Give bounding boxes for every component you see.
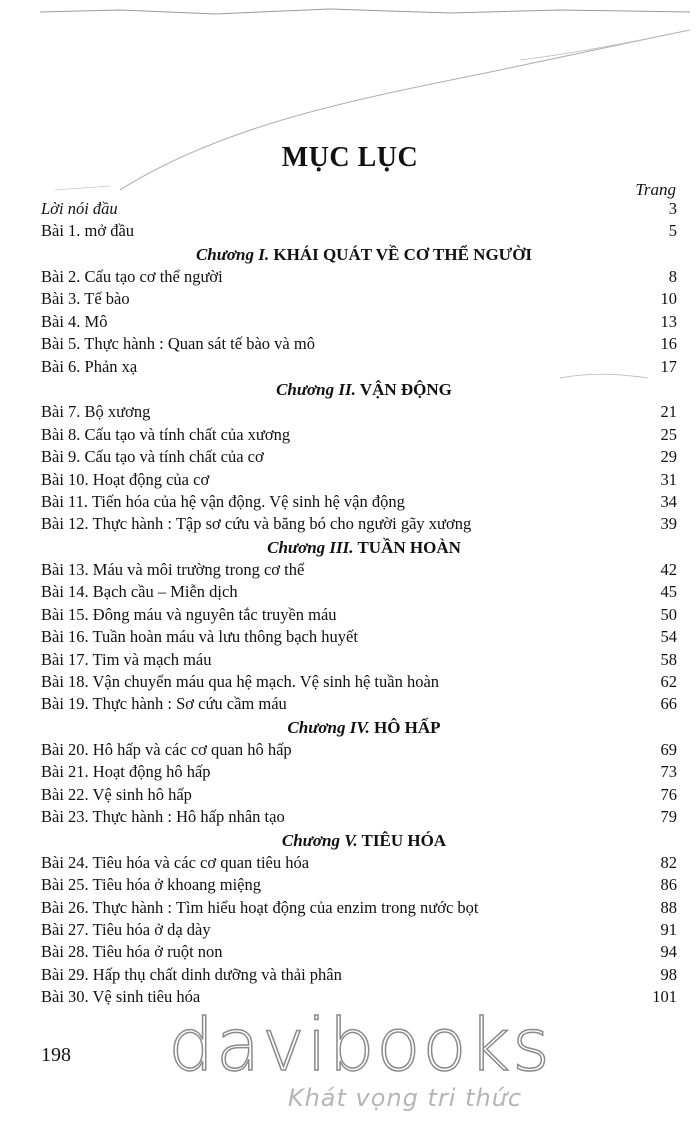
toc-entry-title: Bài 28. Tiêu hóa ở ruột non	[41, 942, 223, 962]
toc-entry	[41, 671, 677, 693]
chapter-title: KHÁI QUÁT VỀ CƠ THỂ NGƯỜI	[269, 244, 533, 264]
toc-entry-title: Bài 29. Hấp thụ chất dinh dưỡng và thải phân	[41, 964, 342, 984]
chapter-title: TUẦN HOÀN	[353, 537, 461, 557]
toc-entry-title: Bài 1. mở đầu	[41, 221, 135, 241]
toc-entry-page: 91	[660, 920, 677, 940]
toc-entry-title: Bài 21. Hoạt động hô hấp	[41, 762, 211, 782]
toc-entry-title: Bài 25. Tiêu hóa ở khoang miệng	[41, 875, 262, 895]
toc-entry	[41, 874, 677, 896]
toc-entry	[41, 964, 677, 986]
toc-entry	[41, 491, 677, 513]
toc-entry	[41, 311, 677, 333]
toc-entry	[41, 333, 677, 355]
page-number: 198	[41, 1044, 71, 1066]
toc-entry-page: 58	[660, 649, 677, 669]
toc-entry	[41, 559, 677, 581]
chapter-prefix: Chương I.	[195, 244, 270, 264]
toc-entry-title: Bài 12. Thực hành : Tập sơ cứu và băng bó cho người gãy xương	[41, 514, 472, 534]
toc-entry-page: 62	[660, 671, 677, 691]
toc-entry-page: 5	[668, 221, 677, 241]
toc-entry	[41, 897, 677, 919]
toc-entry-page: 45	[660, 582, 677, 602]
toc-entry-page: 10	[660, 289, 677, 309]
chapter-prefix: Chương V.	[281, 830, 358, 850]
toc-entry	[41, 784, 677, 806]
toc-entry-title: Bài 18. Vận chuyển máu qua hệ mạch. Vệ sinh hệ tuần hoàn	[41, 671, 440, 691]
toc-chapter-heading	[41, 716, 677, 739]
toc-entry	[41, 401, 677, 423]
chapter-title: HÔ HẤP	[369, 717, 441, 737]
toc-entry-title: Bài 30. Vệ sinh tiêu hóa	[41, 987, 201, 1007]
toc-entry-title: Bài 7. Bộ xương	[41, 402, 151, 422]
toc-entry-page: 79	[660, 807, 677, 827]
toc-entry	[41, 852, 677, 874]
toc-entry-page: 17	[660, 356, 677, 376]
toc-entry-title: Bài 16. Tuần hoàn máu và lưu thông bạch huyết	[41, 627, 358, 647]
chapter-prefix: Chương III.	[267, 537, 354, 557]
toc-entry-page: 50	[660, 604, 677, 624]
toc-entry-page: 31	[660, 469, 677, 489]
toc-entry-title: Bài 9. Cấu tạo và tính chất của cơ	[41, 447, 264, 467]
toc-entry-page: 76	[660, 784, 677, 804]
toc-entry	[41, 941, 677, 963]
toc-entry-title: Bài 19. Thực hành : Sơ cứu cầm máu	[41, 694, 287, 714]
toc-entry-page: 13	[660, 311, 677, 331]
toc-entry-page: 42	[660, 559, 677, 579]
toc-entry	[41, 626, 677, 648]
toc-entry-page: 54	[660, 627, 677, 647]
toc-entry-page: 29	[660, 447, 677, 467]
toc-entry-page: 69	[660, 740, 677, 759]
page-column-header: Trang	[635, 180, 676, 199]
toc-entry	[41, 649, 677, 671]
toc-entry-title: Bài 17. Tim và mạch máu	[41, 649, 212, 669]
toc-entry-page: 82	[660, 852, 677, 872]
toc-entry-title: Bài 20. Hô hấp và các cơ quan hô hấp	[41, 740, 292, 759]
toc-entry	[41, 693, 677, 715]
toc-entry-page: 39	[660, 514, 677, 534]
page-title: MỤC LỤC	[281, 142, 419, 173]
toc-entry-page: 86	[660, 875, 677, 895]
toc-entry-title: Bài 15. Đông máu và nguyên tắc truyền máu	[41, 604, 337, 624]
toc-entry-page: 88	[660, 897, 677, 917]
toc-entry-title: Lời nói đầu	[41, 199, 118, 218]
toc-entry	[41, 469, 677, 491]
toc-entry	[41, 604, 677, 626]
toc-entry	[41, 424, 677, 446]
toc-entry	[41, 806, 677, 828]
chapter-prefix: Chương II.	[276, 380, 356, 400]
toc-chapter-heading	[41, 536, 677, 559]
toc-entry	[41, 761, 677, 783]
toc-entry-title: Bài 24. Tiêu hóa và các cơ quan tiêu hóa	[41, 852, 310, 872]
chapter-prefix: Chương IV.	[287, 717, 370, 737]
toc-entry-title: Bài 11. Tiến hóa của hệ vận động. Vệ sinh hệ vận động	[41, 491, 405, 511]
toc-chapter-heading	[41, 243, 677, 266]
toc-entry-title: Bài 8. Cấu tạo và tính chất của xương	[41, 424, 291, 444]
toc-entry-title: Bài 2. Cấu tạo cơ thể người	[41, 267, 223, 287]
toc-entry-page: 16	[660, 334, 677, 354]
toc-entry	[41, 513, 677, 535]
toc-entry-title: Bài 13. Máu và môi trường trong cơ thể	[41, 559, 305, 579]
toc-entry-title: Bài 14. Bạch cầu – Miễn dịch	[41, 582, 238, 602]
toc-entry	[41, 446, 677, 468]
toc-entry	[41, 266, 677, 288]
toc-entry-title: Bài 10. Hoạt động của cơ	[41, 469, 210, 489]
toc-entry	[41, 198, 677, 220]
toc-entry	[41, 356, 677, 378]
toc-entry-title: Bài 4. Mô	[41, 311, 108, 331]
toc-entry	[41, 581, 677, 603]
toc-chapter-heading	[41, 378, 677, 401]
toc-entry-title: Bài 23. Thực hành : Hô hấp nhân tạo	[41, 807, 285, 827]
toc-entry-page: 66	[660, 694, 677, 714]
toc-entry-title: Bài 6. Phản xạ	[41, 356, 138, 376]
toc-entry-page: 34	[660, 491, 677, 511]
toc-entry-page: 73	[660, 762, 677, 782]
toc-chapter-heading	[41, 829, 677, 852]
watermark-tagline: Khát vọng tri thức	[287, 1084, 523, 1112]
toc-entry-title: Bài 26. Thực hành : Tìm hiểu hoạt động của enzim trong nước bọt	[41, 897, 479, 917]
toc-entry	[41, 739, 677, 761]
chapter-title: TIÊU HÓA	[357, 830, 447, 850]
toc-entry-page: 101	[652, 987, 677, 1007]
chapter-title: VẬN ĐỘNG	[355, 380, 452, 400]
toc-entry	[41, 220, 677, 242]
toc-entry-page: 25	[660, 424, 677, 444]
table-of-contents	[41, 198, 677, 1009]
watermark-brand: davibooks	[168, 1003, 552, 1087]
toc-entry-title: Bài 27. Tiêu hóa ở dạ dày	[41, 920, 211, 940]
toc-entry-title: Bài 3. Tế bào	[41, 289, 130, 309]
toc-entry	[41, 919, 677, 941]
toc-entry-title: Bài 22. Vệ sinh hô hấp	[41, 784, 192, 804]
toc-entry-page: 98	[660, 964, 677, 984]
toc-entry-page: 21	[660, 402, 677, 422]
toc-entry-title: Bài 5. Thực hành : Quan sát tế bào và mô	[41, 334, 315, 354]
toc-entry-page: 94	[660, 942, 677, 962]
toc-entry-page: 3	[668, 199, 677, 218]
toc-entry-page: 8	[668, 267, 677, 287]
toc-entry	[41, 288, 677, 310]
